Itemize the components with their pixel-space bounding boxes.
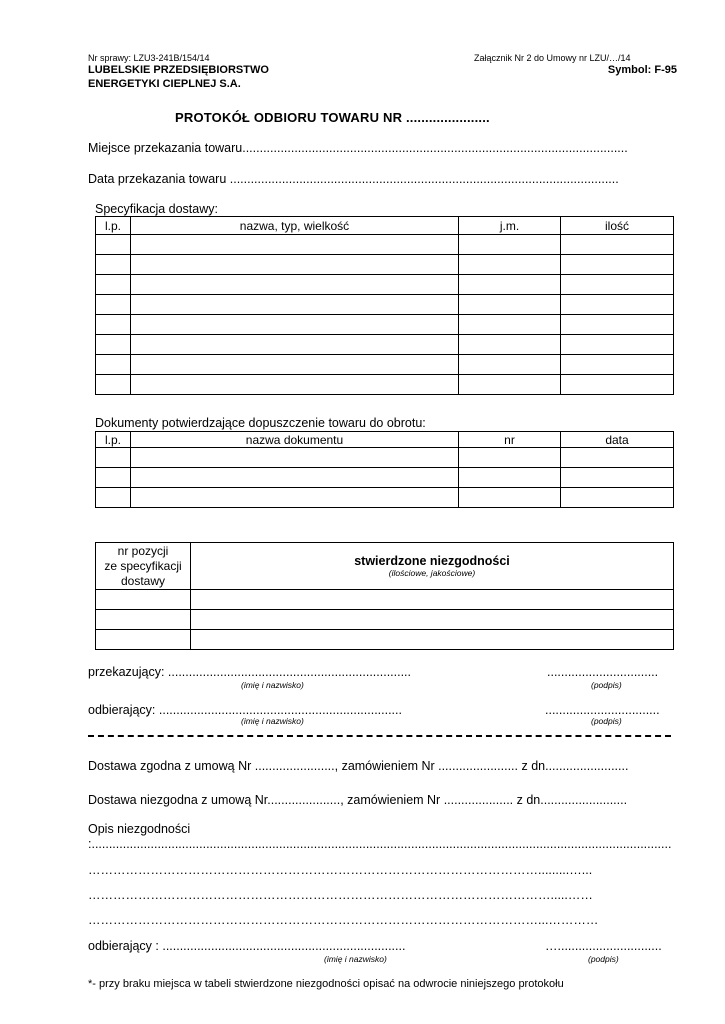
col-header-number: nr: [459, 432, 561, 448]
receiver-name-caption: (imię i nazwisko): [241, 716, 304, 726]
case-number: Nr sprawy: LZU3-241B/154/14: [88, 53, 210, 63]
col-header-lp: l.p.: [96, 217, 131, 235]
description-line-3[interactable]: ………………………………………………………………………………………………….....……: [88, 888, 593, 902]
nonconformities-subtitle: (ilościowe, jakościowe): [388, 568, 476, 578]
col-header-qty: ilość: [561, 217, 674, 235]
cell-lp[interactable]: [96, 235, 131, 255]
footnote: *- przy braku miejsca w tabeli stwierdzone niezgodności opisać na odwrocie niniejszego protokołu: [88, 978, 564, 990]
cell-unit[interactable]: [459, 295, 561, 315]
table-row: [96, 610, 674, 630]
description-line-1[interactable]: :.......................................................................................................................................................................: [88, 837, 672, 851]
cell-number[interactable]: [459, 488, 561, 508]
table-row: [96, 235, 674, 255]
handover-signature-field[interactable]: ................................: [547, 665, 659, 679]
annex-reference: Załącznik Nr 2 do Umowy nr LZU/…/14: [474, 53, 631, 63]
description-line-4[interactable]: ………………………………………………………………………………………………...…………: [88, 913, 599, 927]
cell-lp[interactable]: [96, 255, 131, 275]
cell-lp[interactable]: [96, 315, 131, 335]
form-symbol: Symbol: F-95: [607, 64, 677, 76]
cell-number[interactable]: [459, 448, 561, 468]
nonconformity-table: [95, 542, 674, 650]
table-row: [96, 375, 674, 395]
docs-table: [95, 431, 674, 508]
handover-person-field[interactable]: przekazujący: ......................................................................: [88, 665, 411, 679]
table-row: [96, 335, 674, 355]
spec-table: [95, 216, 674, 395]
cell-name[interactable]: [131, 295, 459, 315]
col-header-date: data: [561, 432, 674, 448]
cell-lp[interactable]: [96, 295, 131, 315]
cell-name[interactable]: [131, 255, 459, 275]
final-sign-caption: (podpis): [588, 954, 619, 964]
final-name-caption: (imię i nazwisko): [324, 954, 387, 964]
docs-table-header: [96, 432, 674, 448]
nonconformity-description-label: Opis niezgodności: [88, 822, 191, 836]
table-row: [96, 448, 674, 468]
receiver-person-field[interactable]: odbierający: ......................................................................: [88, 703, 402, 717]
place-field[interactable]: Miejsce przekazania towaru...............................................................................................................: [88, 141, 628, 155]
position-header-line3: dostawy: [120, 573, 166, 588]
cell-name[interactable]: [131, 315, 459, 335]
col-header-nonconformities: [191, 543, 674, 590]
cell-unit[interactable]: [459, 235, 561, 255]
cell-doc-name[interactable]: [131, 448, 459, 468]
final-receiver-signature-field[interactable]: …..............................: [545, 939, 662, 953]
cell-qty[interactable]: [561, 355, 674, 375]
cell-unit[interactable]: [459, 335, 561, 355]
col-header-unit: j.m.: [459, 217, 561, 235]
table-row: [96, 275, 674, 295]
company-name-line1: LUBELSKIE PRZEDSIĘBIORSTWO: [88, 64, 269, 76]
spec-table-label: Specyfikacja dostawy:: [95, 202, 218, 216]
final-receiver-person-field[interactable]: odbierający : ......................................................................: [88, 939, 406, 953]
compliant-delivery-field[interactable]: Dostawa zgodna z umową Nr ......................., zamówieniem Nr ....................... z dn........................: [88, 759, 629, 773]
cell-qty[interactable]: [561, 295, 674, 315]
cell-name[interactable]: [131, 275, 459, 295]
cell-name[interactable]: [131, 375, 459, 395]
col-header-position: [96, 543, 191, 590]
col-header-lp: l.p.: [96, 432, 131, 448]
position-header-line2: ze specyfikacji: [104, 558, 182, 573]
col-header-name: nazwa, typ, wielkość: [131, 217, 459, 235]
cell-qty[interactable]: [561, 275, 674, 295]
table-row: [96, 355, 674, 375]
company-name-line2: ENERGETYKI CIEPLNEJ S.A.: [88, 78, 241, 90]
cell-position[interactable]: [96, 610, 191, 630]
cell-position[interactable]: [96, 590, 191, 610]
cell-lp[interactable]: [96, 335, 131, 355]
page-title: PROTOKÓŁ ODBIORU TOWARU NR ......................: [175, 110, 490, 125]
table-row: [96, 255, 674, 275]
position-header-line1: nr pozycji: [117, 543, 169, 558]
table-row: [96, 590, 674, 610]
table-row: [96, 295, 674, 315]
cell-unit[interactable]: [459, 355, 561, 375]
cell-qty[interactable]: [561, 255, 674, 275]
date-field[interactable]: Data przekazania towaru ................................................................................................................: [88, 172, 619, 186]
cell-date[interactable]: [561, 468, 674, 488]
cell-doc-name[interactable]: [131, 468, 459, 488]
cell-date[interactable]: [561, 448, 674, 468]
cell-position[interactable]: [96, 630, 191, 650]
nonconformity-table-header: [96, 543, 674, 590]
spec-table-header: [96, 217, 674, 235]
cell-lp[interactable]: [96, 448, 131, 468]
cell-nonconformity[interactable]: [191, 610, 674, 630]
docs-table-label: Dokumenty potwierdzające dopuszczenie towaru do obrotu:: [95, 416, 426, 430]
table-row: [96, 315, 674, 335]
section-divider: [88, 735, 671, 737]
col-header-doc-name: nazwa dokumentu: [131, 432, 459, 448]
cell-name[interactable]: [131, 355, 459, 375]
cell-number[interactable]: [459, 468, 561, 488]
cell-qty[interactable]: [561, 335, 674, 355]
noncompliant-delivery-field[interactable]: Dostawa niezgodna z umową Nr....................., zamówieniem Nr .................... z dn.........................: [88, 793, 628, 807]
cell-nonconformity[interactable]: [191, 590, 674, 610]
cell-name[interactable]: [131, 235, 459, 255]
table-row: [96, 468, 674, 488]
cell-unit[interactable]: [459, 315, 561, 335]
table-row: [96, 488, 674, 508]
cell-lp[interactable]: [96, 468, 131, 488]
cell-qty[interactable]: [561, 235, 674, 255]
cell-lp[interactable]: [96, 375, 131, 395]
cell-nonconformity[interactable]: [191, 630, 674, 650]
description-line-2[interactable]: ……………………………………………………………………………………………….........…...: [88, 863, 593, 877]
cell-unit[interactable]: [459, 375, 561, 395]
cell-unit[interactable]: [459, 275, 561, 295]
table-row: [96, 630, 674, 650]
cell-unit[interactable]: [459, 255, 561, 275]
cell-doc-name[interactable]: [131, 488, 459, 508]
handover-name-caption: (imię i nazwisko): [241, 680, 304, 690]
cell-qty[interactable]: [561, 375, 674, 395]
cell-date[interactable]: [561, 488, 674, 508]
cell-qty[interactable]: [561, 315, 674, 335]
receiver-signature-field[interactable]: .................................: [545, 703, 660, 717]
handover-sign-caption: (podpis): [591, 680, 622, 690]
cell-name[interactable]: [131, 335, 459, 355]
receiver-sign-caption: (podpis): [591, 716, 622, 726]
nonconformities-title: stwierdzone niezgodności: [354, 554, 510, 568]
cell-lp[interactable]: [96, 275, 131, 295]
cell-lp[interactable]: [96, 488, 131, 508]
cell-lp[interactable]: [96, 355, 131, 375]
